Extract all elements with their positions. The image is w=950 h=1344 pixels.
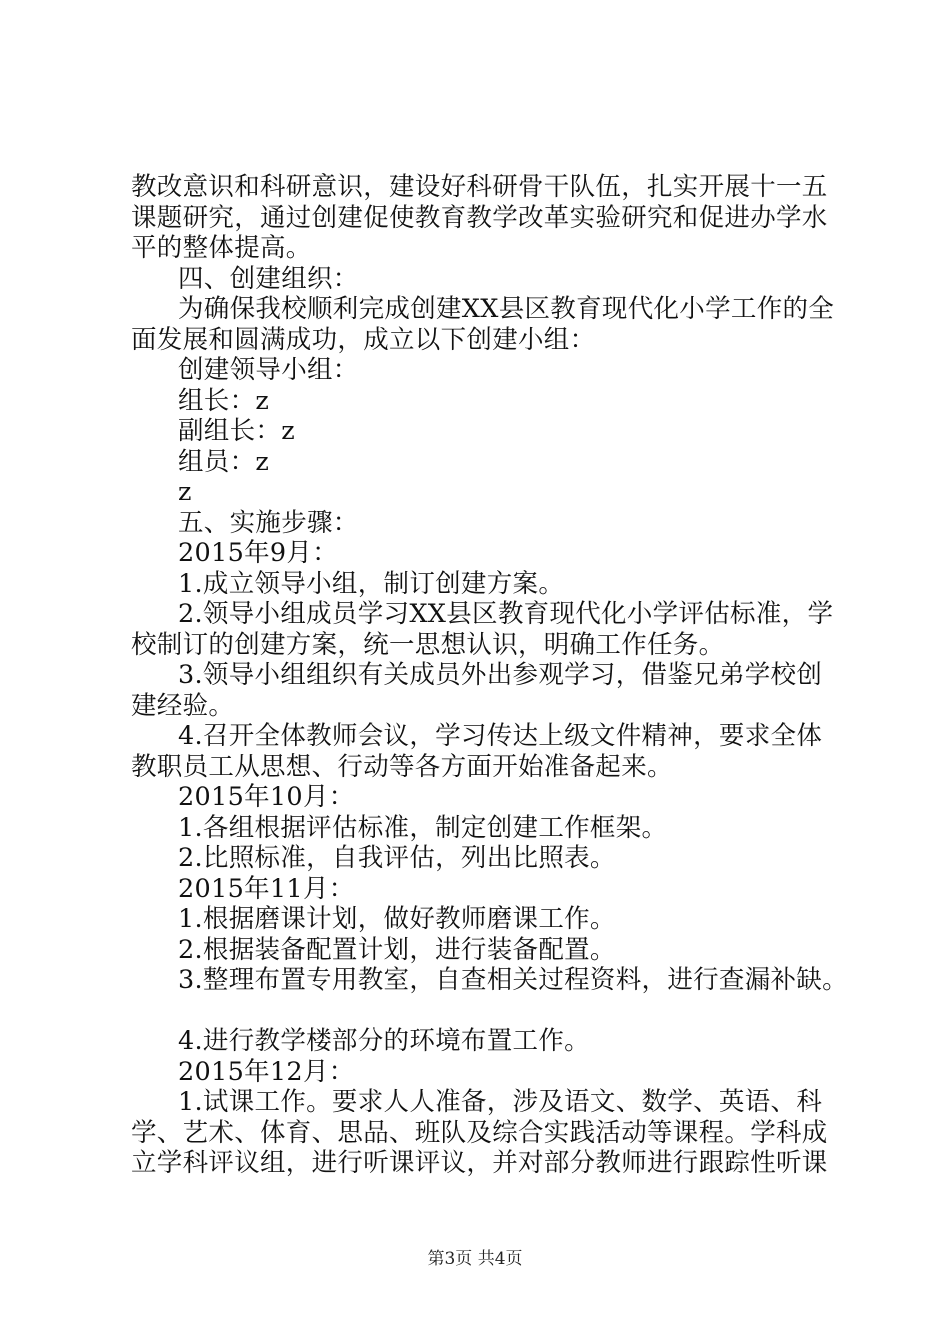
text-line: 3.整理布置专用教室，自查相关过程资料，进行查漏补缺。 <box>178 965 848 995</box>
text-line: 2015年12月： <box>178 1056 355 1087</box>
text-line: 2015年9月： <box>178 538 339 568</box>
text-line: 为确保我校顺利完成创建XX县区教育现代化小学工作的全 <box>178 294 835 324</box>
text-line: 1.根据磨课计划，做好教师磨课工作。 <box>178 904 616 934</box>
text-line: 创建领导小组： <box>178 355 359 385</box>
text-line: 组长：z <box>178 385 270 416</box>
blank-line <box>131 996 831 1027</box>
text-line: 2015年10月： <box>178 782 355 812</box>
text-line: 4.召开全体教师会议，学习传达上级文件精神，要求全体 <box>178 721 823 751</box>
text-line: 面发展和圆满成功，成立以下创建小组： <box>131 324 596 355</box>
text-line: 2015年11月： <box>178 873 355 904</box>
text-line: 校制订的创建方案，统一思想认识，明确工作任务。 <box>131 629 725 660</box>
text-line: 2.领导小组成员学习XX县区教育现代化小学评估标准，学 <box>178 599 834 629</box>
document-body <box>131 172 848 1179</box>
text-line: 四、创建组织： <box>178 263 359 294</box>
text-line: 4.进行教学楼部分的环境布置工作。 <box>178 1026 590 1056</box>
text-line: 建经验。 <box>131 690 235 721</box>
text-line: 教改意识和科研意识，建设好科研骨干队伍，扎实开展十一五 <box>131 172 828 202</box>
text-line: 五、实施步骤： <box>178 507 359 538</box>
text-line: 课题研究，通过创建促使教育教学改革实验研究和促进办学水 <box>131 202 828 233</box>
text-line: 组员：z <box>178 446 270 477</box>
text-line: 3.领导小组组织有关成员外出参观学习，借鉴兄弟学校创 <box>178 660 823 690</box>
text-line: 立学科评议组，进行听课评议，并对部分教师进行跟踪性听课 <box>131 1148 828 1178</box>
page-footer: 第3页 共4页 <box>427 1249 523 1269</box>
text-line: z <box>178 477 192 507</box>
text-line: 1.成立领导小组，制订创建方案。 <box>178 568 565 599</box>
text-line: 2.根据装备配置计划，进行装备配置。 <box>178 934 616 965</box>
text-line: 2.比照标准，自我评估，列出比照表。 <box>178 843 616 873</box>
text-line: 平的整体提高。 <box>131 233 312 263</box>
text-line: 教职员工从思想、行动等各方面开始准备起来。 <box>131 751 673 782</box>
text-line: 副组长：z <box>178 416 295 446</box>
text-line: 1.各组根据评估标准，制定创建工作框架。 <box>178 812 668 843</box>
text-line: 学、艺术、体育、思品、班队及综合实践活动等课程。学科成 <box>131 1117 828 1148</box>
text-line: 1.试课工作。要求人人准备，涉及语文、数学、英语、科 <box>178 1087 823 1117</box>
